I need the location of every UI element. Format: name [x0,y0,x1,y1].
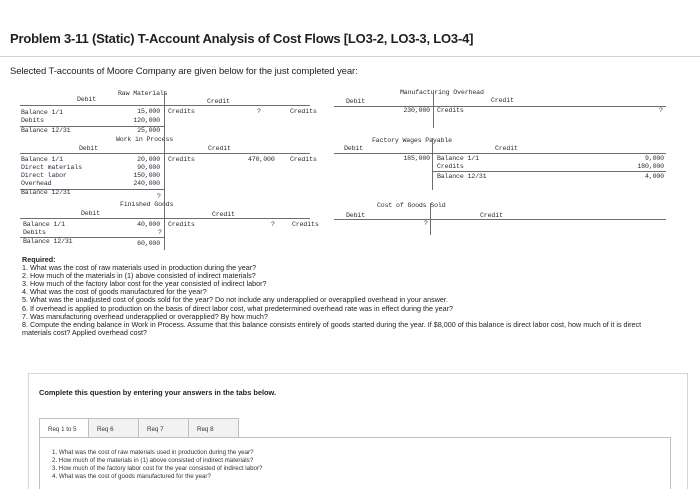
debit-header: Debit [77,96,97,103]
instructions-banner: Complete this question by entering your answers in the tabs below. [39,388,277,397]
row-label: Balance 1/1 [21,109,63,116]
account-title: Finished Goods [120,201,174,208]
account-title: Cost of Goods Sold [377,202,446,209]
debit-header: Debit [346,212,366,219]
t-account-divider [164,138,165,203]
debit-header: Debit [81,210,101,217]
subtotal-rule [433,171,666,172]
credit-header: Credit [212,211,235,218]
t-account-divider [164,91,165,141]
row-value: 25,000 [137,127,160,134]
account-title: Work in Process [116,136,174,143]
t-account-divider [432,138,433,190]
row-value: ? [157,193,161,200]
tab-req-6[interactable]: Req 6 [89,418,139,438]
tab-bar [39,418,239,438]
page-title: Problem 3-11 (Static) T-Account Analysis of Cost Flows [LO3-2, LO3-3, LO3-4] [10,31,474,46]
credit-value: 470,000 [248,156,275,163]
credit-header: Credit [480,212,503,219]
required-section [22,256,672,337]
question-text: 3. How much of the factory labor cost for the year consisted of indirect labor? [52,465,263,472]
credit-label: Credits [168,108,195,115]
credit-label: Credits [168,156,195,163]
credit-label: Credits [437,107,464,114]
question-text: 2. How much of the materials in (1) above consisted of indirect materials? [52,457,254,464]
tab-content [39,437,671,489]
credit-header: Credit [495,145,518,152]
row-label: Overhead [21,180,52,187]
row-label: Balance 12/31 [21,127,71,134]
row-value: 90,000 [137,164,160,171]
account-title: Factory Wages Payable [372,137,452,144]
tab-req-1-to-5[interactable]: Req 1 to 5 [39,418,89,438]
debit-value: 230,000 [403,107,430,114]
t-account-rule [334,153,666,154]
row-value: 9,000 [644,155,664,162]
debit-value: 185,000 [403,155,430,162]
row-label: Debits [21,117,44,124]
debit-header: Debit [79,145,99,152]
debit-value: ? [424,220,428,227]
required-item: 1. What was the cost of raw materials used in production during the year? [22,263,257,273]
account-title: Manufacturing Overhead [400,89,484,96]
row-label: Direct labor [21,172,67,179]
row-label: Balance 12/31 [437,173,487,180]
row-value: 120,000 [133,117,160,124]
debit-header: Debit [344,145,364,152]
required-item: 7. Was manufacturing overhead underapplied or overapplied? By how much? [22,311,268,321]
row-label: Debits [23,229,46,236]
credit-value: ? [659,107,663,114]
row-value: 180,000 [637,163,664,170]
credit-value: ? [257,108,261,115]
debit-header: Debit [346,98,366,105]
row-label: Balance 1/1 [437,155,479,162]
row-label: Balance 1/1 [21,156,63,163]
title-divider [0,56,700,57]
required-item: 4. What was the cost of goods manufactured for the year? [22,287,207,297]
required-item: 8. Compute the ending balance in Work in Process. Assume that this balance consists entirely of goods started during the year. If $8,000 of this balance is direct labor cost, how much of it is direct materials cost? Applied overhead cost? [22,319,642,337]
row-value: 60,000 [137,240,160,247]
row-value: 40,000 [137,221,160,228]
t-account-divider [433,90,434,128]
required-item: 6. If overhead is applied to production on the basis of direct labor cost, what predetermined overhead rate was in effect during the year? [22,303,453,313]
row-label: Balance 12/31 [23,238,73,245]
t-account-divider [430,203,431,235]
row-label: Credits [437,163,464,170]
t-account-rule [334,219,666,220]
row-label: Direct materials [21,164,82,171]
row-label: Balance 1/1 [23,221,65,228]
credit-label: Credits [168,221,195,228]
tab-req-7[interactable]: Req 7 [139,418,189,438]
intro-text: Selected T-accounts of Moore Company are given below for the just completed year: [10,66,358,77]
t-account-rule [334,106,666,107]
row-value: 15,000 [137,108,160,115]
t-account-divider [164,203,165,250]
required-item: 3. How much of the factory labor cost for the year consisted of indirect labor? [22,279,267,289]
question-text: 4. What was the cost of goods manufactured for the year? [52,473,211,480]
credit-header: Credit [491,97,514,104]
row-value: 150,000 [133,172,160,179]
row-label: Balance 12/31 [21,189,71,196]
answer-panel [28,373,688,489]
tab-req-8[interactable]: Req 8 [189,418,239,438]
t-account-rule [20,218,310,219]
required-item: 5. What was the unadjusted cost of goods sold for the year? Do not include any underapplied or overapplied overhead in your answer. [22,295,448,305]
credit-header: Credit [208,145,231,152]
row-value: 240,000 [133,180,160,187]
row-value: ? [158,229,162,236]
account-title: Raw Materials [118,90,168,97]
row-value: 4,000 [644,173,664,180]
row-value: 20,000 [137,156,160,163]
t-account-rule [20,105,310,106]
credit-label: Credits [290,156,317,163]
credit-value: ? [271,221,275,228]
required-heading: Required: [22,255,56,264]
question-text: 1. What was the cost of raw materials used in production during the year? [52,449,254,456]
t-account-rule [20,153,310,154]
credit-label: Credits [292,221,319,228]
required-item: 2. How much of the materials in (1) above consisted of indirect materials? [22,271,256,281]
credit-label: Credits [290,108,317,115]
credit-header: Credit [207,98,230,105]
